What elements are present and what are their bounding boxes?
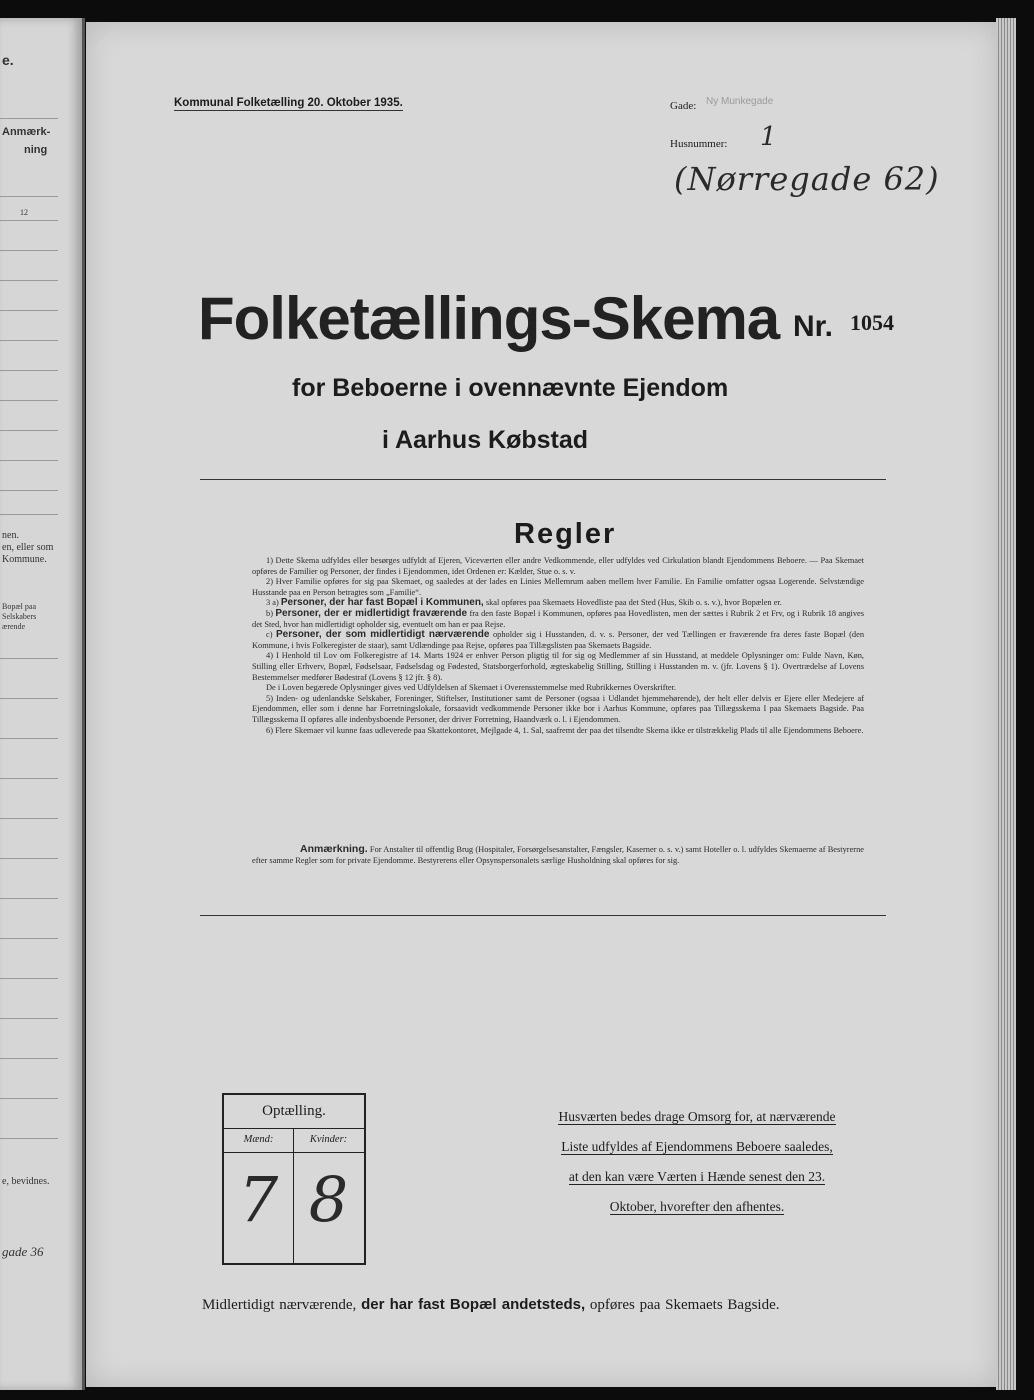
gade-label: Gade: <box>670 100 697 112</box>
rule-3a: 3 a) Personer, der har fast Bopæl i Kommunen, skal opføres paa Skemaets Hovedliste paa det Sted (Hus, Skib o. s. v.), hvor Bopælen er. <box>266 597 782 609</box>
left-column-head-1: Anmærk- <box>2 126 51 138</box>
left-text-a-3: Kommune. <box>2 554 47 565</box>
left-page-strip <box>0 18 85 1390</box>
count-box-title: Optælling. <box>262 1103 326 1119</box>
rule-6: 6) Flere Skemaer vil kunne faas udleverede paa Skattekontoret, Mejlgade 4, 1. Sal, saafremt der paa det tilsendte Skema ikke er tilstrækkelig Plads til alle Ejendommens Beboere. <box>266 725 864 735</box>
left-text-c: e, bevidnes. <box>2 1176 50 1187</box>
host-instructions <box>527 1102 867 1222</box>
form-number-value: 1054 <box>850 310 894 335</box>
rule-5: 5) Inden- og udenlandske Selskaber, Foreninger, Stiftelser, Institutioner samt de Personer (ogsaa i Udlandet hjemmehørende), der helt eller delvis er Ejere eller Medejere af Ejendommen, eller som i denne har Forretningslokale, forsaavidt vedkommende Personer ikke bor i Aarhus Kommune, opføres paa Tillægsskema I paa Skemaets Bagside. Paa Tillægsskema II opføres alle indenbysboende Personer, der driver Forretning, Haandværk o. l. i Ejendommen. <box>252 693 864 724</box>
left-text-a-2: en, eller som <box>2 542 54 553</box>
rule-4b: De i Loven begærede Oplysninger gives ved Udfyldelsen af Skemaet i Overensstemmelse med Rubrikkernes Overskrifter. <box>266 683 677 693</box>
left-header-fragment: e. <box>2 52 14 68</box>
footer-bold: der har fast Bopæl andetsteds, <box>361 1296 586 1313</box>
rules-body <box>252 556 864 736</box>
rule-3b-heading: Personer, der er midlertidigt fraværende <box>275 607 468 619</box>
gade-value: Ny Munkegade <box>706 96 774 107</box>
host-note-line-1: Husværten bedes drage Omsorg for, at nærværende <box>558 1109 836 1124</box>
host-note-line-2: Liste udfyldes af Ejendommens Beboere saaledes, <box>561 1139 833 1154</box>
anmaerkning-label: Anmærkning. <box>300 843 368 855</box>
census-title: Kommunal Folketælling 20. Oktober 1935. <box>174 97 403 109</box>
maend-label: Mænd: <box>243 1134 274 1145</box>
count-box <box>222 1093 366 1265</box>
rule-4: 4) I Henhold til Lov om Folkeregistre af 14. Marts 1924 er enhver Person pligtig til for sig og Medlemmer af sin Husstand, at meddele Oplysninger om: Fulde Navn, Køn, Stilling eller Erhverv, Bopæl, Fødselsaar, Fødselsdag og Fødested, Statsborgerforhold, ægteskabelig Stilling, Stilling i Husstanden m. v. (jfr. Lovens § 1). Overtrædelse af Lovens Bestemmelser medfører Bødestraf (Lovens § 12 jfr. § 8). <box>252 651 864 682</box>
left-text-a-1: nen. <box>2 530 19 541</box>
husnummer-value: 1 <box>760 122 777 152</box>
book-page-edges <box>996 18 1016 1390</box>
rule-3b: b) Personer, der er midlertidigt fraværende fra den faste Bopæl i Kommunen, opføres paa Hovedlisten, men der sættes i Rubrik 2 et Frv, og i Rubrik 18 angives det Sted, hvor han midlertidigt opholder sig, eventuelt om han er paa Rejse. <box>252 607 865 629</box>
left-text-b-1: Bopæl paa <box>2 602 36 611</box>
husnummer-label: Husnummer: <box>670 138 728 150</box>
form-subtitle-1: for Beboerne i ovennævnte Ejendom <box>292 374 729 402</box>
anmaerkning-text: For Anstalter til offentlig Brug (Hospitaler, Forsørgelsesanstalter, Fængsler, Kaserner o. s. v.) samt Hoteller o. l. udfyldes Skemaerne af Bestyrerne efter samme Regler som for private Ejendomme. Bestyrerens eller Opsynspersonalets særlige Husholdning skal opføres for sig. <box>252 845 864 865</box>
rule-3c: c) Personer, der som midlertidigt nærværende opholder sig i Husstanden, d. v. s. Personer, der ved Tællingen er fraværende fra deres faste Bopæl (den Kommune, i hvis Folkeregister de staar), samt Udlændinge paa Rejse, opføres paa Tillægslisten paa Skemaets Bagside. <box>252 629 865 650</box>
divider-bottom <box>200 915 886 916</box>
form-subtitle-2: i Aarhus Købstad <box>382 426 589 454</box>
anmaerkning-note <box>252 844 864 866</box>
rules-heading: Regler <box>514 518 617 550</box>
divider-top <box>200 479 886 480</box>
kvinder-label: Kvinder: <box>309 1134 348 1145</box>
host-note-line-4: Oktober, hvorefter den afhentes. <box>609 1199 785 1214</box>
rule-1: 1) Dette Skema udfyldes eller besørges udfyldt af Ejeren, Viceværten eller andre Vedkommende, eller udfyldes ved Cirkulation blandt Ejendommens Beboere. — Paa Skemaet opføres de Familier og Personer, der findes i Ejendommen, idet Ordenen er: Kælder, Stue o. s. v. <box>252 556 864 576</box>
rule-2: 2) Hver Familie opføres for sig paa Skemaet, og saaledes at der lades en Linies Mellemrum aaben mellem hver Familie. En Familie omfatter ogsaa Logerende. Selvstændige Husstande paa en Person betragtes som „Familie“. <box>252 577 864 597</box>
host-note-line-3: at den kan være Værten i Hænde senest den 23. <box>568 1169 826 1184</box>
rule-3c-heading: Personer, der som midlertidigt nærværende <box>276 629 490 641</box>
maend-count: 7 <box>238 1163 279 1236</box>
left-text-b-2: Selskabers <box>2 612 37 621</box>
left-column-number: 12 <box>20 208 28 217</box>
handwritten-address-note: (Nørregade 62) <box>674 160 940 198</box>
form-number-label: Nr. <box>793 310 834 343</box>
left-text-b-3: ærende <box>2 622 26 631</box>
form-main-title: Folketællings-Skema <box>198 285 780 352</box>
kvinder-count: 8 <box>308 1163 349 1236</box>
left-handwriting: gade 36 <box>2 1244 44 1259</box>
census-form-page <box>86 22 998 1387</box>
rule-3a-heading: Personer, der har fast Bopæl i Kommunen, <box>280 597 484 609</box>
left-column-head-2: ning <box>24 144 48 156</box>
footer-note: Midlertidigt nærværende, der har fast Bopæl andetsteds, opføres paa Skemaets Bagside. <box>202 1296 780 1313</box>
